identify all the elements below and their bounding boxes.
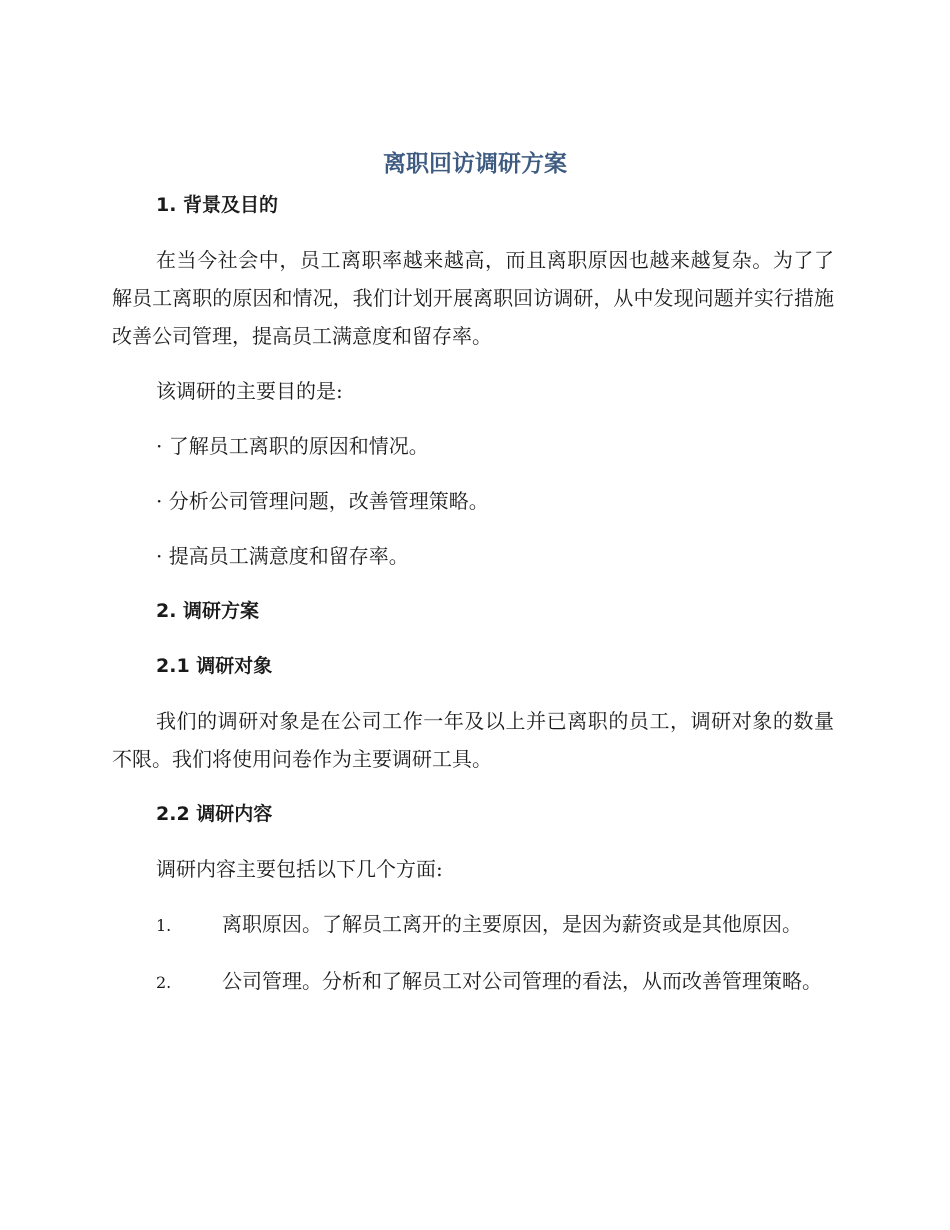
- document-title: 离职回访调研方案: [383, 151, 567, 177]
- subsection-heading-subjects: 2.1 调研对象: [156, 655, 273, 677]
- section-heading-plan: 2. 调研方案: [156, 600, 260, 622]
- item-text: 公司管理。分析和了解员工对公司管理的看法，从而改善管理策略。: [222, 969, 822, 993]
- item-number: 2.: [156, 973, 172, 992]
- bullet-item: · 分析公司管理问题，改善管理策略。: [156, 489, 489, 513]
- section-heading-background: 1. 背景及目的: [156, 194, 279, 216]
- paragraph-purpose-intro: 该调研的主要目的是:: [156, 379, 343, 403]
- numbered-item: [112, 962, 834, 1002]
- bullet-item: · 了解员工离职的原因和情况。: [156, 434, 429, 458]
- item-text: 离职原因。了解员工离开的主要原因，是因为薪资或是其他原因。: [222, 912, 802, 936]
- paragraph-background: 在当今社会中，员工离职率越来越高，而且离职原因也越来越复杂。为了了解员工离职的原因和情况，我们计划开展离职回访调研，从中发现问题并实行措施改善公司管理，提高员工满意度和留存率。: [112, 248, 834, 348]
- numbered-item: [112, 905, 834, 945]
- paragraph-content-intro: 调研内容主要包括以下几个方面:: [156, 857, 443, 881]
- subsection-heading-content: 2.2 调研内容: [156, 803, 273, 825]
- bullet-item: · 提高员工满意度和留存率。: [156, 544, 409, 568]
- item-number: 1.: [156, 916, 172, 935]
- paragraph-subjects: 我们的调研对象是在公司工作一年及以上并已离职的员工，调研对象的数量不限。我们将使用问卷作为主要调研工具。: [112, 709, 834, 771]
- document-body: [112, 186, 834, 1019]
